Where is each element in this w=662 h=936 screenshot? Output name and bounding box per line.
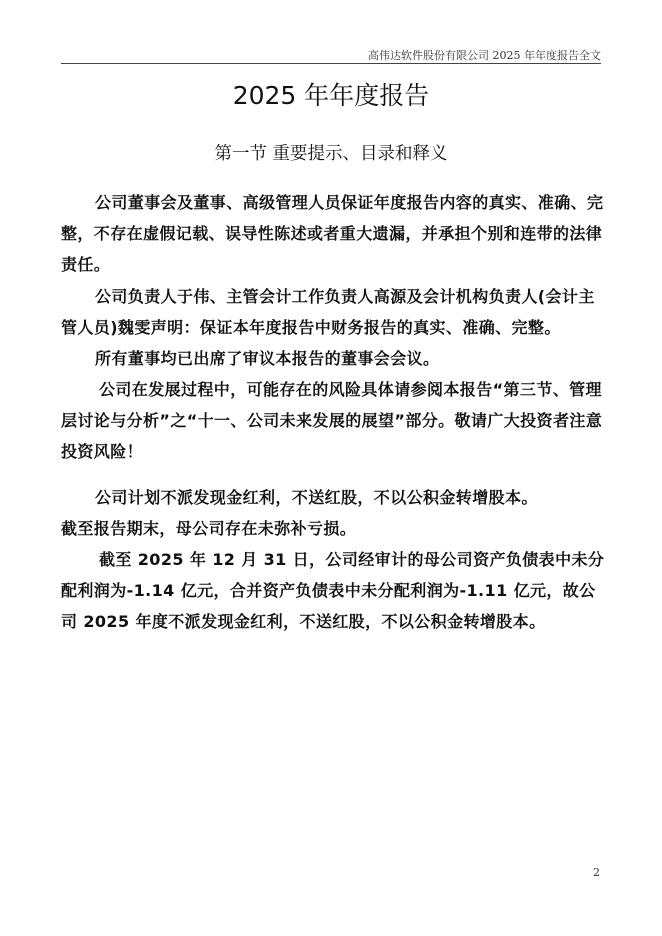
- header-divider: [61, 63, 601, 64]
- paragraph-board-guarantee: 公司董事会及董事、高级管理人员保证年度报告内容的真实、准确、完整，不存在虚假记载、误导性陈述或者重大遗漏，并承担个别和连带的法律责任。: [61, 193, 604, 274]
- paragraph-risk-notice: 公司在发展过程中，可能存在的风险具体请参阅本报告“第三节、管理层讨论与分析”之“十一、公司未来发展的展望”部分。敬请广大投资者注意投资风险！: [61, 380, 603, 461]
- paragraph-uncovered-losses: 截至报告期末，母公司存在未弥补亏损。: [61, 519, 357, 538]
- running-header: 高伟达软件股份有限公司 2025 年年度报告全文: [368, 49, 601, 62]
- paragraph-undistributed-profit: 截至 2025 年 12 月 31 日，公司经审计的母公司资产负债表中未分配利润为-1.14 亿元，合并资产负债表中未分配利润为-1.11 亿元，故公司 2025 年度不派发现金红利，不送红股，不以公积金转增股本。: [61, 550, 605, 631]
- report-title: 2025 年年度报告: [232, 81, 430, 110]
- paragraph-directors-attendance: 所有董事均已出席了审议本报告的董事会会议。: [95, 349, 440, 368]
- section-heading: 第一节 重要提示、目录和释义: [214, 144, 448, 164]
- page-number: 2: [593, 866, 600, 879]
- paragraph-responsible-persons: 公司负责人于伟、主管会计工作负责人高源及会计机构负责人(会计主管人员)魏雯声明：保证本年度报告中财务报告的真实、准确、完整。: [61, 287, 595, 337]
- paragraph-dividend-plan: 公司计划不派发现金红利，不送红股，不以公积金转增股本。: [95, 488, 538, 507]
